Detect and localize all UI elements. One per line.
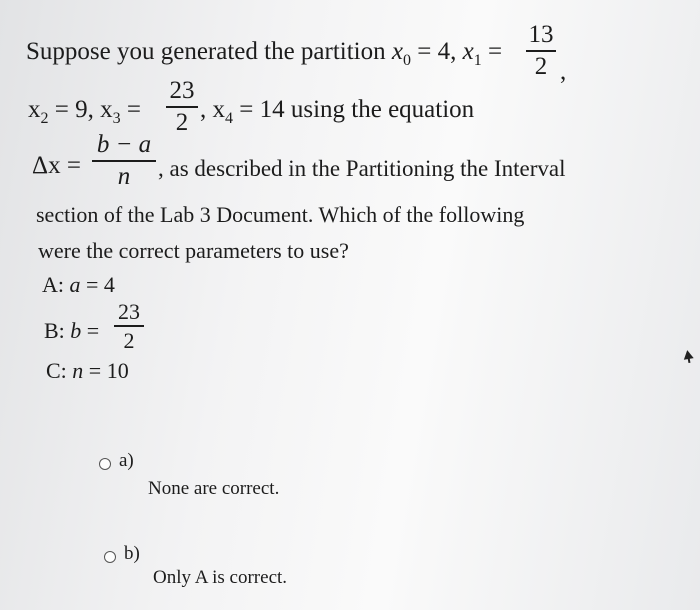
question-line-5: were the correct parameters to use? [38, 238, 349, 263]
x2-var: x [28, 96, 41, 123]
line1-comma: , [560, 58, 567, 85]
fraction-bar [166, 106, 198, 108]
x4-value-and-text: = 14 using the equation [233, 96, 475, 123]
x3-numerator: 23 [169, 77, 195, 104]
question-line-2a [28, 96, 141, 128]
x2-subscript: 2 [40, 110, 49, 127]
x4-label: , x [200, 96, 225, 123]
x3-denominator: 2 [175, 108, 189, 136]
question-line-2b [200, 96, 474, 128]
x2-value: = 9, [48, 96, 101, 123]
parameter-b-fraction [114, 300, 144, 352]
question-line-4: section of the Lab 3 Document. Which of the following [36, 202, 525, 227]
x0-value: = 4, [411, 38, 463, 65]
option-a-radio[interactable] [99, 458, 111, 470]
question-line-3-text: , as described in the Partitioning the Interval [158, 156, 566, 181]
x4-subscript: 4 [225, 110, 233, 127]
parameter-c-value: = 10 [83, 358, 129, 383]
x1-subscript: 1 [473, 52, 482, 69]
x3-fraction [166, 78, 198, 136]
parameter-b [44, 318, 99, 344]
parameter-b-numerator: 23 [118, 299, 140, 324]
option-a-letter[interactable]: a) [119, 450, 134, 471]
delta-x-fraction [92, 132, 156, 190]
x1-var: x [462, 38, 474, 65]
parameter-a [42, 272, 115, 298]
delta-x-numerator: b − a [96, 131, 152, 158]
x3-equals: = [120, 96, 141, 123]
x3-var: x [100, 96, 113, 123]
question-line-1 [26, 38, 502, 70]
delta-x-lhs: Δx = [32, 152, 81, 179]
option-a-text[interactable]: None are correct. [148, 478, 280, 499]
parameter-a-label: A: [42, 272, 70, 297]
x1-numerator: 13 [528, 21, 554, 48]
parameter-a-var: a [69, 272, 81, 297]
option-b-radio[interactable] [104, 551, 116, 563]
parameter-c-var: n [72, 358, 84, 383]
fraction-bar [114, 325, 144, 327]
parameter-b-var: b [70, 318, 82, 343]
delta-x-denominator: n [117, 162, 131, 190]
x0-var: x [391, 38, 403, 65]
mouse-pointer-icon [682, 349, 693, 360]
parameter-a-value: = 4 [80, 272, 115, 297]
fraction-bar [526, 50, 556, 52]
option-b-text[interactable]: Only A is correct. [153, 567, 288, 588]
question-intro: Suppose you generated the partition [26, 38, 392, 65]
parameter-b-label: B: [44, 318, 71, 343]
x0-subscript: 0 [403, 52, 411, 69]
fraction-bar [92, 160, 156, 162]
x3-subscript: 3 [112, 110, 121, 127]
parameter-b-denominator: 2 [123, 327, 135, 353]
x1-equals: = [481, 38, 503, 65]
option-b-letter[interactable]: b) [124, 543, 140, 564]
parameter-c [46, 358, 129, 384]
x1-denominator: 2 [534, 52, 548, 80]
parameter-b-equals: = [81, 318, 100, 343]
x1-fraction [526, 22, 556, 80]
parameter-c-label: C: [46, 358, 73, 383]
